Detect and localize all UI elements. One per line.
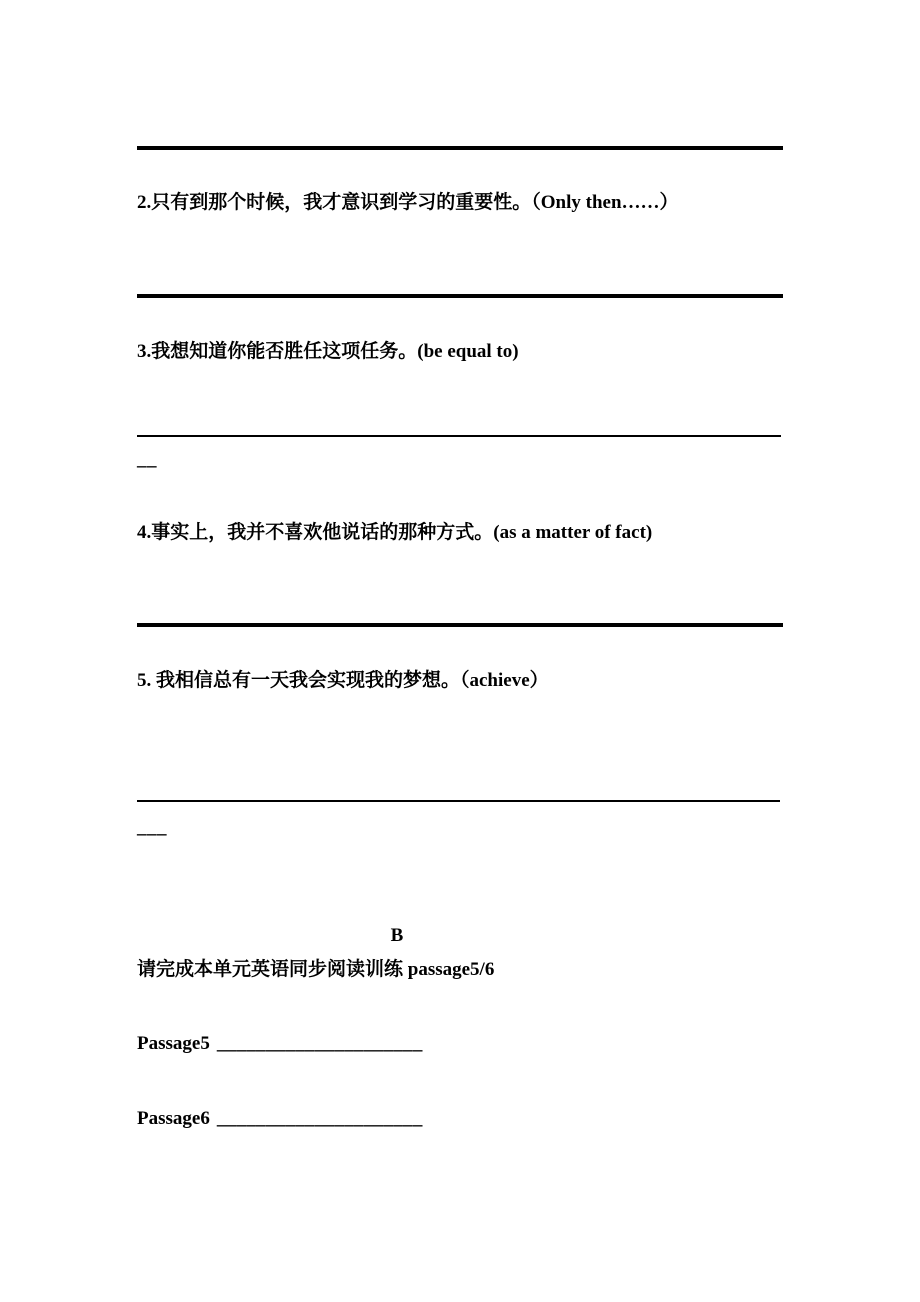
passage5-blank[interactable]: _____________________ — [216, 1033, 423, 1054]
divider-line-3 — [137, 623, 783, 627]
answer-line-q5[interactable] — [137, 800, 780, 802]
divider-line-1 — [137, 146, 783, 150]
section-b-instruction: 请完成本单元英语同步阅读训练 passage5/6 — [137, 959, 495, 980]
answer-line-q3-stub[interactable]: __ — [137, 449, 157, 470]
passage5-row — [137, 1031, 423, 1056]
passage6-blank[interactable]: _____________________ — [216, 1108, 423, 1129]
divider-line-2 — [137, 294, 783, 298]
section-b-heading: B — [390, 925, 404, 946]
passage5-label: Passage5 — [137, 1033, 210, 1054]
question-3-text: 3.我想知道你能否胜任这项任务。(be equal to) — [137, 341, 519, 362]
passage6-row — [137, 1106, 423, 1131]
question-4-text: 4.事实上，我并不喜欢他说话的那种方式。(as a matter of fact) — [137, 522, 653, 543]
question-5-text: 5. 我相信总有一天我会实现我的梦想。（achieve） — [137, 670, 549, 691]
question-2-text: 2.只有到那个时候，我才意识到学习的重要性。（Only then……） — [137, 192, 679, 213]
answer-line-q5-stub[interactable]: ___ — [137, 817, 167, 838]
passage6-label: Passage6 — [137, 1108, 210, 1129]
answer-line-q3[interactable] — [137, 435, 781, 437]
